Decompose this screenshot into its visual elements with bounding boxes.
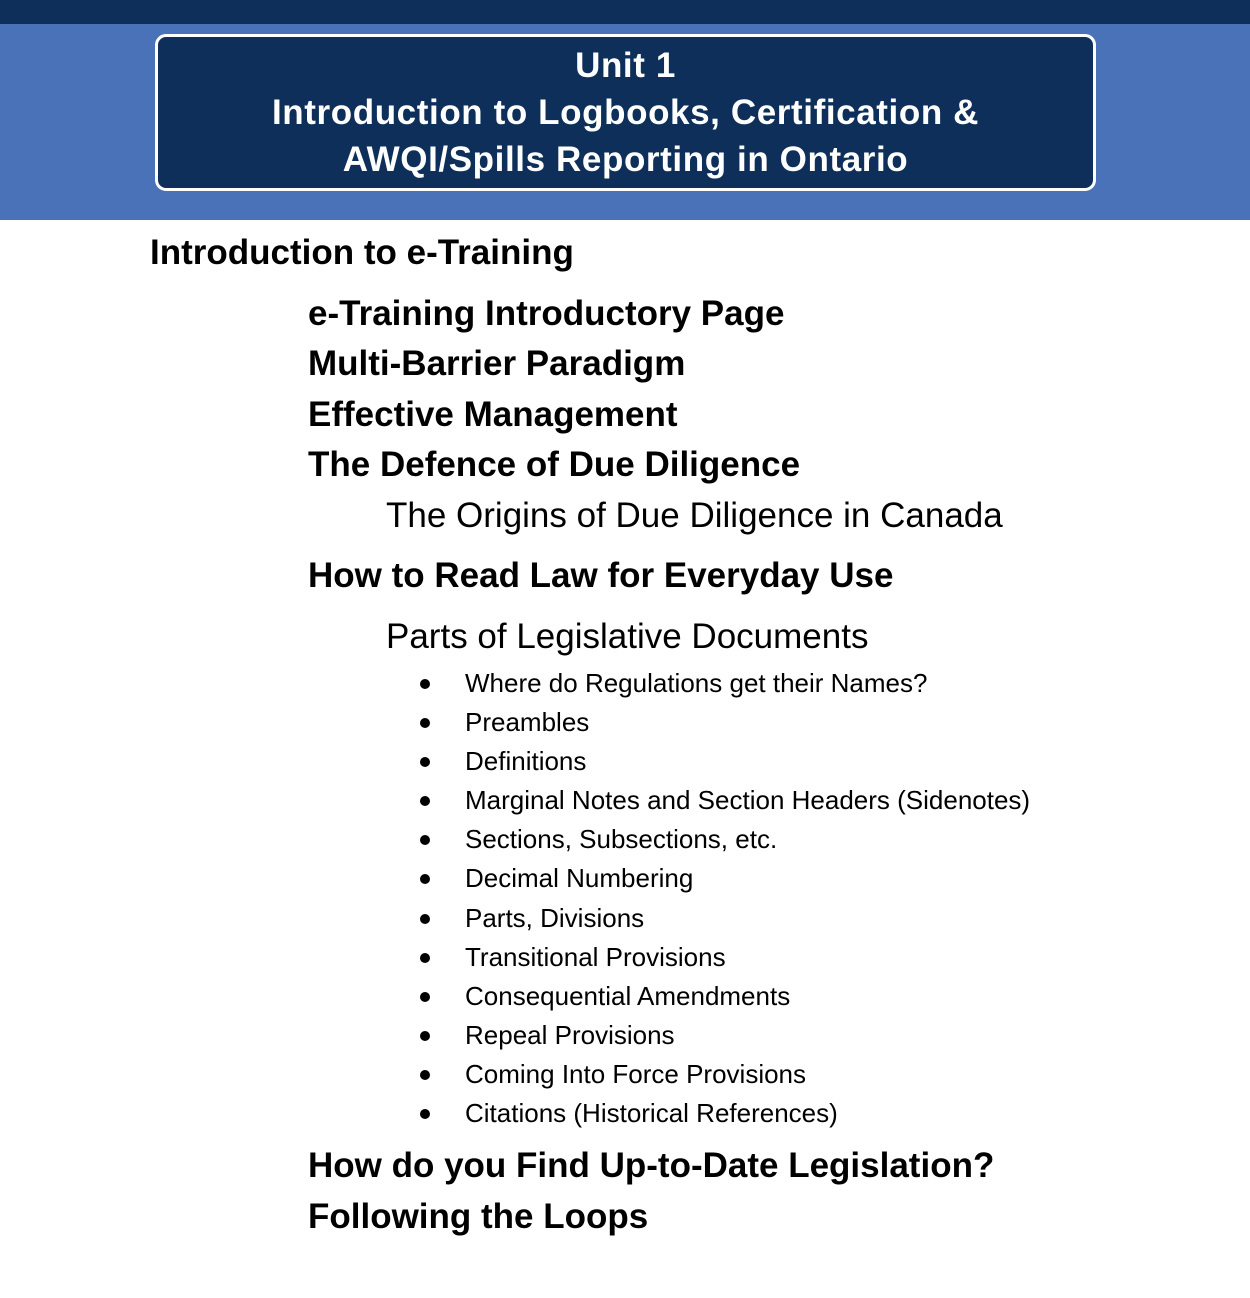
list-item[interactable]: Transitional Provisions [415, 938, 1030, 977]
unit-title-box [155, 34, 1096, 191]
list-item[interactable]: Citations (Historical References) [415, 1094, 1030, 1133]
list-item[interactable]: Where do Regulations get their Names? [415, 664, 1030, 703]
section-heading: Introduction to e-Training [150, 233, 574, 272]
list-item[interactable]: Sections, Subsections, etc. [415, 820, 1030, 859]
bullet-icon [420, 835, 430, 845]
list-item[interactable]: Consequential Amendments [415, 977, 1030, 1016]
bullet-icon [420, 757, 430, 767]
topic-find-legislation[interactable]: How do you Find Up-to-Date Legislation? [308, 1146, 995, 1185]
bullet-icon [420, 1070, 430, 1080]
list-item[interactable]: Definitions [415, 742, 1030, 781]
parts-list [415, 664, 1030, 1133]
bullet-icon [420, 796, 430, 806]
unit-number: Unit 1 [575, 46, 676, 85]
bullet-icon [420, 914, 430, 924]
bullet-icon [420, 874, 430, 884]
topic-read-law[interactable]: How to Read Law for Everyday Use [308, 556, 894, 595]
top-bar [0, 0, 1250, 24]
list-item[interactable]: Decimal Numbering [415, 859, 1030, 898]
topic-etraining-intro[interactable]: e-Training Introductory Page [308, 294, 785, 333]
bullet-icon [420, 718, 430, 728]
bullet-icon [420, 1109, 430, 1119]
list-item[interactable]: Repeal Provisions [415, 1016, 1030, 1055]
topic-following-loops[interactable]: Following the Loops [308, 1197, 649, 1236]
list-item[interactable]: Preambles [415, 703, 1030, 742]
subtopic-parts-legislative[interactable]: Parts of Legislative Documents [386, 617, 869, 656]
subtopic-origins-due-diligence[interactable]: The Origins of Due Diligence in Canada [386, 496, 1003, 535]
unit-title-line-2: AWQI/Spills Reporting in Ontario [342, 140, 909, 179]
bullet-icon [420, 679, 430, 689]
bullet-icon [420, 992, 430, 1002]
topic-effective-management[interactable]: Effective Management [308, 395, 678, 434]
bullet-icon [420, 953, 430, 963]
list-item[interactable]: Parts, Divisions [415, 899, 1030, 938]
unit-title-line-1: Introduction to Logbooks, Certification & [271, 93, 980, 132]
topic-multi-barrier[interactable]: Multi-Barrier Paradigm [308, 344, 686, 383]
list-item[interactable]: Marginal Notes and Section Headers (Sidenotes) [415, 781, 1030, 820]
list-item[interactable]: Coming Into Force Provisions [415, 1055, 1030, 1094]
topic-due-diligence[interactable]: The Defence of Due Diligence [308, 445, 801, 484]
bullet-icon [420, 1031, 430, 1041]
